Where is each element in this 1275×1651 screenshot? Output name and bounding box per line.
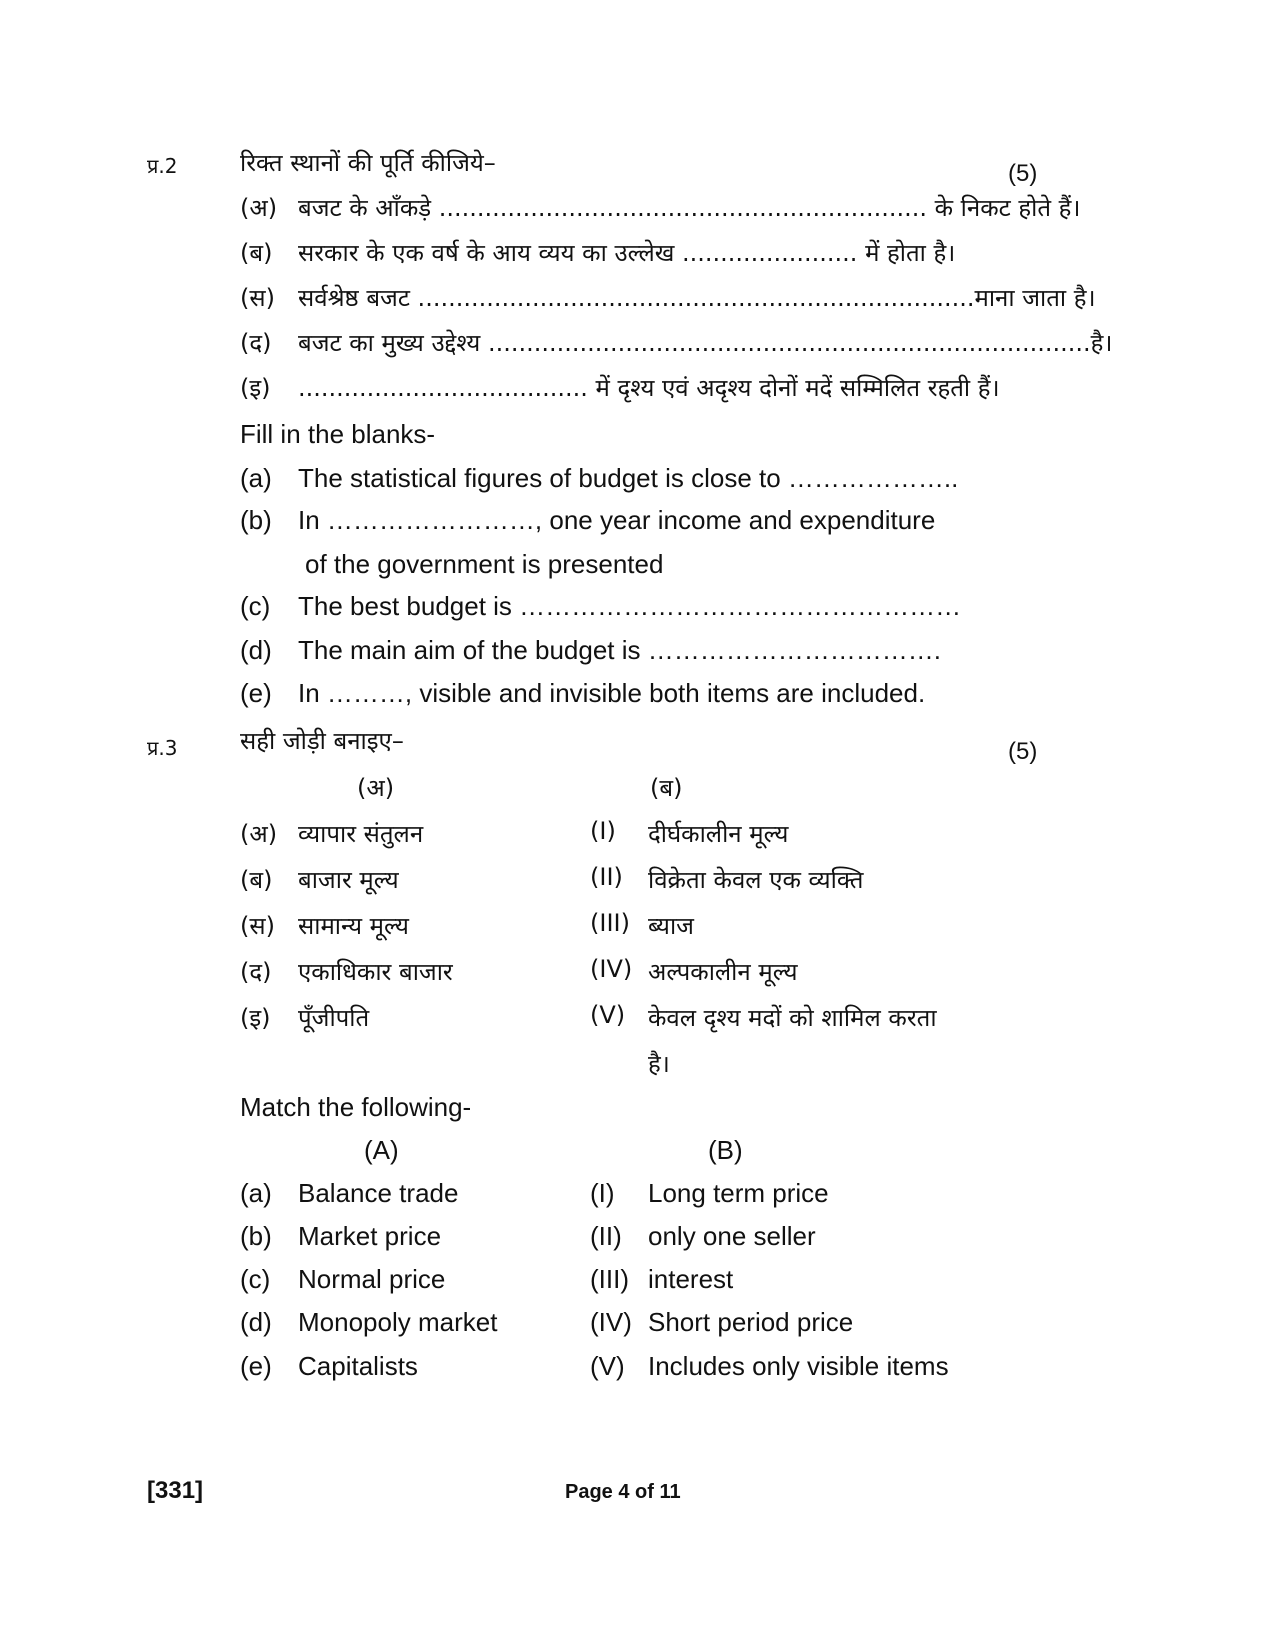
item-text: ...................................... में दृश्य एवं अदृश्य दोनों मदें सम्मिलित रहती हैं। (298, 374, 1000, 402)
row-label: (I) (590, 817, 616, 845)
row-label: (III) (590, 909, 630, 937)
row-label: (III) (590, 1264, 629, 1294)
item-text: The main aim of the budget is ……………………………. (298, 635, 941, 665)
row-text: एकाधिकार बाजार (298, 958, 453, 986)
row-text: Long term price (648, 1178, 829, 1208)
row-label: (II) (590, 1221, 622, 1251)
q3-marks: (5) (1008, 738, 1038, 765)
row-label: (अ) (240, 820, 278, 848)
row-text: Market price (298, 1221, 442, 1251)
item-text: सर्वश्रेष्ठ बजट .........................................................................माना जाता है। (298, 284, 1096, 312)
row-text: दीर्घकालीन मूल्य (648, 820, 789, 848)
row-label: (a) (240, 1178, 272, 1208)
row-text: Monopoly market (298, 1307, 498, 1337)
item-text: In ………, visible and invisible both items are included. (298, 678, 926, 708)
row-text: अल्पकालीन मूल्य (648, 958, 798, 986)
item-label: (b) (240, 505, 272, 535)
q3-english-col-a-header: (A) (364, 1135, 399, 1165)
item-label: (इ) (240, 374, 271, 402)
q3-hindi-col-b-header: (ब) (650, 774, 683, 802)
item-label: (स) (240, 284, 275, 312)
row-label: (II) (590, 863, 623, 891)
row-text: बाजार मूल्य (298, 866, 399, 894)
row-text: interest (648, 1264, 734, 1294)
row-text: Includes only visible items (648, 1351, 949, 1381)
item-label: (अ) (240, 194, 278, 222)
q2-number: प्र.2 (147, 154, 178, 178)
item-label: (d) (240, 635, 272, 665)
q3-english-col-b-header: (B) (708, 1135, 743, 1165)
q2-hindi-title: रिक्त स्थानों की पूर्ति कीजिये– (240, 149, 496, 177)
row-label: (d) (240, 1307, 272, 1337)
item-text: In ……………………, one year income and expenditure (298, 505, 936, 535)
row-label: (IV) (590, 955, 633, 983)
row-label: (V) (590, 1001, 626, 1029)
q3-number: प्र.3 (147, 736, 178, 760)
row-label: (स) (240, 912, 275, 940)
item-label: (a) (240, 463, 272, 493)
item-text: The statistical figures of budget is close to ……………….. (298, 463, 959, 493)
row-label: (IV) (590, 1307, 632, 1337)
row-text: केवल दृश्य मदों को शामिल करता (648, 1004, 937, 1032)
item-label: (e) (240, 678, 272, 708)
row-label: (ब) (240, 866, 273, 894)
row-label: (c) (240, 1264, 271, 1294)
row-label: (e) (240, 1351, 272, 1381)
row-text: only one seller (648, 1221, 816, 1251)
paper-code: [331] (147, 1477, 204, 1504)
row-text: Capitalists (298, 1351, 418, 1381)
row-text: व्यापार संतुलन (298, 820, 424, 848)
row-text: Short period price (648, 1307, 854, 1337)
item-label: (द) (240, 329, 272, 357)
q3-hindi-title: सही जोड़ी बनाइए– (240, 727, 404, 755)
q3-hindi-row-continuation: है। (648, 1050, 670, 1078)
item-text: The best budget is …………………………………………… (298, 591, 962, 621)
q2-english-item-continuation: of the government is presented (305, 549, 664, 579)
q3-hindi-col-a-header: (अ) (357, 774, 395, 802)
item-label: (c) (240, 591, 271, 621)
row-label: (V) (590, 1351, 625, 1381)
row-text: Balance trade (298, 1178, 459, 1208)
row-text: सामान्य मूल्य (298, 912, 409, 940)
row-text: विक्रेता केवल एक व्यक्ति (648, 866, 864, 894)
item-text: सरकार के एक वर्ष के आय व्यय का उल्लेख ....................... में होता है। (298, 239, 956, 267)
q2-english-title: Fill in the blanks- (240, 419, 436, 449)
row-label: (इ) (240, 1004, 271, 1032)
row-text: पूँजीपति (298, 1004, 370, 1032)
row-text: ब्याज (648, 912, 694, 940)
q3-english-title: Match the following- (240, 1092, 472, 1122)
item-text: बजट का मुख्य उद्देश्य ...............................................................................है। (298, 329, 1113, 357)
item-label: (ब) (240, 239, 273, 267)
row-text: Normal price (298, 1264, 446, 1294)
page-number: Page 4 of 11 (565, 1481, 681, 1503)
row-label: (I) (590, 1178, 615, 1208)
item-text: बजट के आँकड़े ................................................................ के निकट होते हैं। (298, 194, 1081, 222)
row-label: (b) (240, 1221, 272, 1251)
row-label: (द) (240, 958, 272, 986)
q2-marks: (5) (1008, 160, 1038, 187)
